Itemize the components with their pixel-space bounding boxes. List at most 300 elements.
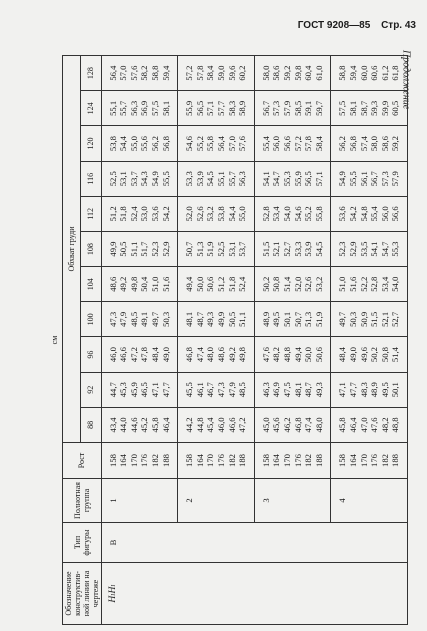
- measurement-value: 46,5: [139, 382, 150, 398]
- unit-label: см: [49, 56, 62, 625]
- measurement-value: 59,4: [348, 65, 358, 81]
- height-header: Рост: [62, 443, 101, 479]
- measurement-value: 57,5: [149, 100, 160, 116]
- measurement-table: [49, 55, 408, 625]
- measurement-value: 45,5: [184, 382, 195, 398]
- measurement-value: 52,8: [260, 206, 271, 222]
- measurement-value: 50,1: [281, 311, 292, 327]
- measurement-value: 49,3: [313, 382, 324, 398]
- measurement-values-cell: [101, 126, 178, 161]
- measurement-value: 44,2: [184, 417, 195, 433]
- measurement-value: 56,1: [358, 171, 369, 187]
- measurement-value: 50,1: [390, 382, 401, 398]
- height-value: 176: [139, 454, 150, 467]
- measurement-value: 45,2: [139, 417, 150, 433]
- measurement-value: 59,9: [379, 100, 390, 116]
- measurement-value: 45,6: [271, 417, 282, 433]
- measurement-values-cell: [178, 126, 255, 161]
- measurement-value: 51,4: [281, 276, 292, 292]
- measurement-values-cell: [101, 161, 178, 196]
- measurement-value: 55,5: [348, 171, 358, 187]
- measurement-values-cell: [331, 372, 408, 407]
- measurement-value: 55,5: [160, 171, 171, 187]
- measurement-value: 54,7: [379, 241, 390, 257]
- height-value: 164: [118, 454, 129, 467]
- measurement-values-cell: [178, 231, 255, 266]
- measurement-values-cell: [254, 267, 331, 302]
- chest-size-header: 120: [80, 126, 101, 161]
- measurement-value: 51,9: [205, 241, 216, 257]
- measurement-value: 50,2: [369, 347, 380, 363]
- measurement-value: 44,6: [128, 417, 139, 433]
- measurement-value: 52,4: [128, 206, 139, 222]
- height-value: 182: [149, 454, 160, 467]
- measurement-value: 48,2: [379, 417, 390, 433]
- height-value: 170: [358, 454, 369, 467]
- measurement-value: 48,0: [313, 417, 324, 433]
- measurement-values-cell: [178, 161, 255, 196]
- measurement-value: 54,5: [313, 241, 324, 257]
- measurement-value: 48,0: [205, 347, 216, 363]
- measurement-value: 53,9: [303, 241, 314, 257]
- measurement-values-cell: [101, 407, 178, 442]
- measurement-value: 48,5: [128, 311, 139, 327]
- measurement-value: 53,0: [139, 206, 150, 222]
- measurement-values-cell: [254, 337, 331, 372]
- measurement-value: 49,9: [215, 311, 226, 327]
- measurement-value: 54,1: [260, 171, 271, 187]
- measurement-value: 57,4: [358, 136, 369, 152]
- measurement-values-cell: [178, 56, 255, 91]
- measurement-value: 54,9: [149, 171, 160, 187]
- measurement-value: 56,4: [107, 65, 118, 81]
- measurement-value: 46,9: [271, 382, 282, 398]
- continuation-label: Продолжение: [400, 50, 412, 110]
- height-value: 170: [128, 454, 139, 467]
- measurement-value: 50,8: [379, 347, 390, 363]
- full-group-header: Полнотная группа: [62, 479, 101, 523]
- measurement-value: 55,9: [292, 171, 303, 187]
- measurement-values-cell: [101, 267, 178, 302]
- measurement-value: 51,4: [390, 347, 401, 363]
- measurement-value: 46,0: [215, 417, 226, 433]
- measurement-value: 47,2: [128, 347, 139, 363]
- measurement-value: 53,7: [128, 171, 139, 187]
- measurement-value: 59,3: [369, 100, 380, 116]
- measurement-value: 51,0: [337, 276, 348, 292]
- measurement-value: 50,7: [184, 241, 195, 257]
- measurement-value: 50,6: [313, 347, 324, 363]
- measurement-value: 49,5: [379, 382, 390, 398]
- rotated-table-wrapper: [49, 55, 399, 625]
- measurement-values-cell: [178, 91, 255, 126]
- measurement-value: 54,2: [160, 206, 171, 222]
- table-row: [101, 56, 178, 625]
- measurement-value: 48,2: [271, 347, 282, 363]
- measurement-value: 48,7: [303, 382, 314, 398]
- measurement-values-cell: [254, 196, 331, 231]
- figure-type-cell: В: [101, 523, 407, 563]
- measurement-value: 51,3: [194, 241, 205, 257]
- measurement-value: 46,4: [160, 417, 171, 433]
- measurement-value: 48,8: [281, 347, 292, 363]
- height-value: 164: [271, 454, 282, 467]
- measurement-value: 46,8: [184, 347, 195, 363]
- measurement-value: 58,1: [160, 100, 171, 116]
- measurement-value: 53,3: [184, 171, 195, 187]
- height-value: 176: [215, 454, 226, 467]
- measurement-value: 45,8: [149, 417, 160, 433]
- measurement-value: 52,0: [184, 206, 195, 222]
- measurement-values-cell: [331, 91, 408, 126]
- measurement-value: 52,2: [358, 276, 369, 292]
- measurement-value: 51,6: [348, 276, 358, 292]
- full-group-cell: 3: [254, 479, 331, 523]
- measurement-value: 53,2: [205, 206, 216, 222]
- measurement-value: 52,9: [348, 241, 358, 257]
- measurement-value: 57,1: [313, 171, 324, 187]
- measurement-value: 55,0: [128, 136, 139, 152]
- measurement-values-cell: [254, 56, 331, 91]
- measurement-value: 57,8: [194, 65, 205, 81]
- measurement-values-cell: [101, 56, 178, 91]
- page-number: Стр. 43: [381, 20, 416, 31]
- measurement-value: 59,8: [292, 65, 303, 81]
- measurement-value: 51,1: [128, 241, 139, 257]
- measurement-value: 52,7: [281, 241, 292, 257]
- measurement-values-cell: [331, 337, 408, 372]
- height-value: 188: [160, 454, 171, 467]
- chest-size-header: 92: [80, 372, 101, 407]
- measurement-values-cell: [178, 372, 255, 407]
- measurement-value: 49,2: [226, 347, 237, 363]
- chest-size-header: 116: [80, 161, 101, 196]
- page-header: [0, 20, 416, 31]
- measurement-value: 54,4: [226, 206, 237, 222]
- measurement-value: 58,6: [271, 65, 282, 81]
- chest-group-header: Обхват груди: [62, 56, 80, 443]
- measurement-values-cell: [254, 302, 331, 337]
- height-value: 176: [369, 454, 380, 467]
- chest-size-header: 124: [80, 91, 101, 126]
- measurement-value: 52,3: [337, 241, 348, 257]
- measurement-value: 51,0: [149, 276, 160, 292]
- measurement-value: 52,9: [160, 241, 171, 257]
- figure-type-header: Тип фигуры: [62, 523, 101, 563]
- measurement-value: 54,8: [358, 206, 369, 222]
- measurement-value: 55,8: [313, 206, 324, 222]
- measurement-value: 60,5: [390, 100, 401, 116]
- measurement-value: 46,6: [226, 417, 237, 433]
- measurement-value: 56,7: [369, 171, 380, 187]
- measurement-value: 58,6: [379, 136, 390, 152]
- measurement-value: 58,4: [313, 136, 324, 152]
- measurement-value: 53,8: [107, 136, 118, 152]
- measurement-value: 49,3: [205, 311, 216, 327]
- full-group-cell: 2: [178, 479, 255, 523]
- measurement-value: 53,5: [358, 241, 369, 257]
- measurement-value: 47,0: [358, 417, 369, 433]
- measurement-values-cell: [101, 302, 178, 337]
- measurement-value: 56,8: [160, 136, 171, 152]
- measurement-value: 52,6: [194, 206, 205, 222]
- measurement-value: 52,3: [149, 241, 160, 257]
- measurement-value: 50,4: [139, 276, 150, 292]
- measurement-value: 46,8: [292, 417, 303, 433]
- measurement-value: 58,4: [205, 65, 216, 81]
- chest-size-header: 100: [80, 302, 101, 337]
- measurement-value: 53,4: [271, 206, 282, 222]
- measurement-value: 55,8: [205, 136, 216, 152]
- measurement-value: 51,1: [237, 311, 248, 327]
- measurement-value: 52,1: [271, 241, 282, 257]
- measurement-value: 61,0: [313, 65, 324, 81]
- measurement-value: 48,1: [184, 311, 195, 327]
- measurement-value: 56,6: [281, 136, 292, 152]
- measurement-value: 52,5: [215, 241, 226, 257]
- measurement-values-cell: [331, 56, 408, 91]
- measurement-value: 54,2: [348, 206, 358, 222]
- measurement-value: 52,7: [390, 311, 401, 327]
- measurement-value: 60,0: [358, 65, 369, 81]
- measurement-values-cell: [331, 267, 408, 302]
- measurement-value: 59,7: [313, 100, 324, 116]
- measurement-value: 47,2: [237, 417, 248, 433]
- measurement-value: 58,9: [237, 100, 248, 116]
- measurement-value: 51,2: [107, 206, 118, 222]
- measurement-values-cell: [101, 196, 178, 231]
- measurement-value: 56,2: [149, 136, 160, 152]
- measurement-value: 52,6: [303, 276, 314, 292]
- measurement-values-cell: [331, 126, 408, 161]
- measurement-values-cell: [331, 407, 408, 442]
- chest-size-header: 104: [80, 267, 101, 302]
- measurement-value: 58,0: [369, 136, 380, 152]
- measurement-value: 46,3: [260, 382, 271, 398]
- measurement-values-cell: [101, 372, 178, 407]
- measurement-value: 49,6: [358, 347, 369, 363]
- measurement-value: 48,4: [337, 347, 348, 363]
- measurement-value: 61,2: [379, 65, 390, 81]
- standard-number: ГОСТ 9208—85: [297, 20, 371, 31]
- measurement-value: 57,6: [128, 65, 139, 81]
- measurement-value: 51,6: [160, 276, 171, 292]
- height-value: 158: [107, 454, 118, 467]
- measurement-value: 58,5: [292, 100, 303, 116]
- measurement-value: 47,7: [348, 382, 358, 398]
- measurement-value: 56,9: [139, 100, 150, 116]
- measurement-value: 56,5: [303, 171, 314, 187]
- measurement-values-cell: [178, 337, 255, 372]
- measurement-value: 56,0: [271, 136, 282, 152]
- height-value: 188: [390, 454, 401, 467]
- measurement-value: 50,7: [292, 311, 303, 327]
- measurement-value: 59,2: [281, 65, 292, 81]
- measurement-value: 55,9: [184, 100, 195, 116]
- measurement-values-cell: [101, 337, 178, 372]
- measurement-value: 50,0: [303, 347, 314, 363]
- measurement-value: 53,1: [118, 171, 129, 187]
- measurement-value: 49,0: [348, 347, 358, 363]
- measurement-value: 52,1: [379, 311, 390, 327]
- measurement-value: 58,3: [226, 100, 237, 116]
- measurement-value: 57,0: [226, 136, 237, 152]
- measurement-values-cell: [101, 91, 178, 126]
- measurement-value: 55,2: [194, 136, 205, 152]
- chest-size-header: 108: [80, 231, 101, 266]
- measurement-values-cell: [178, 302, 255, 337]
- measurement-value: 50,6: [205, 276, 216, 292]
- height-value: 182: [226, 454, 237, 467]
- measurement-value: 55,6: [139, 136, 150, 152]
- measurement-values-cell: [254, 231, 331, 266]
- measurement-value: 56,3: [128, 100, 139, 116]
- measurement-value: 47,8: [139, 347, 150, 363]
- height-value: 170: [281, 454, 292, 467]
- height-values-cell: [331, 443, 408, 479]
- measurement-value: 49,4: [292, 347, 303, 363]
- chest-size-header: 88: [80, 407, 101, 442]
- height-value: 182: [303, 454, 314, 467]
- measurement-value: 49,9: [107, 241, 118, 257]
- measurement-value: 57,2: [292, 136, 303, 152]
- measurement-value: 51,3: [303, 311, 314, 327]
- measurement-value: 50,2: [260, 276, 271, 292]
- measurement-value: 54,3: [139, 171, 150, 187]
- measurement-value: 61,8: [390, 65, 401, 81]
- measurement-value: 49,7: [149, 311, 160, 327]
- measurement-value: 45,4: [205, 417, 216, 433]
- measurement-value: 49,5: [271, 311, 282, 327]
- height-values-cell: [101, 443, 178, 479]
- measurement-value: 58,0: [260, 65, 271, 81]
- designation-header: Обозначение конструктив-ной линии на чертеже: [62, 563, 101, 625]
- measurement-value: 48,4: [149, 347, 160, 363]
- measurement-value: 45,8: [337, 417, 348, 433]
- measurement-value: 54,7: [271, 171, 282, 187]
- measurement-values-cell: [254, 126, 331, 161]
- measurement-value: 51,8: [118, 206, 129, 222]
- measurement-value: 43,4: [107, 417, 118, 433]
- measurement-value: 55,4: [369, 206, 380, 222]
- measurement-value: 57,3: [271, 100, 282, 116]
- measurement-value: 49,8: [128, 276, 139, 292]
- measurement-value: 57,7: [215, 100, 226, 116]
- measurement-value: 55,1: [215, 171, 226, 187]
- measurement-value: 56,0: [379, 206, 390, 222]
- measurement-value: 56,4: [215, 136, 226, 152]
- measurement-value: 57,8: [303, 136, 314, 152]
- full-group-cell: 4: [331, 479, 408, 523]
- measurement-value: 47,7: [160, 382, 171, 398]
- table-body: [101, 56, 407, 625]
- measurement-value: 46,6: [118, 347, 129, 363]
- height-value: 182: [379, 454, 390, 467]
- measurement-value: 56,5: [194, 100, 205, 116]
- measurement-value: 56,8: [348, 136, 358, 152]
- measurement-value: 57,5: [337, 100, 348, 116]
- measurement-values-cell: [331, 196, 408, 231]
- measurement-value: 58,8: [149, 65, 160, 81]
- measurement-value: 60,4: [303, 65, 314, 81]
- height-value: 164: [194, 454, 205, 467]
- measurement-value: 59,1: [303, 100, 314, 116]
- measurement-value: 56,2: [337, 136, 348, 152]
- measurement-value: 51,7: [139, 241, 150, 257]
- measurement-value: 55,7: [118, 100, 129, 116]
- measurement-value: 44,0: [118, 417, 129, 433]
- measurement-value: 54,6: [184, 136, 195, 152]
- measurement-value: 47,5: [281, 382, 292, 398]
- measurement-value: 53,4: [379, 276, 390, 292]
- height-value: 170: [205, 454, 216, 467]
- measurement-value: 56,6: [390, 206, 401, 222]
- measurement-value: 57,9: [281, 100, 292, 116]
- measurement-value: 49,7: [337, 311, 348, 327]
- measurement-value: 48,9: [369, 382, 380, 398]
- measurement-value: 47,1: [149, 382, 160, 398]
- measurement-value: 48,3: [358, 382, 369, 398]
- measurement-value: 47,1: [337, 382, 348, 398]
- measurement-value: 47,6: [369, 417, 380, 433]
- measurement-value: 48,8: [390, 417, 401, 433]
- measurement-value: 50,3: [160, 311, 171, 327]
- measurement-value: 55,1: [107, 100, 118, 116]
- measurement-value: 47,3: [215, 382, 226, 398]
- measurement-value: 57,6: [237, 136, 248, 152]
- measurement-value: 58,8: [337, 65, 348, 81]
- chest-size-header: 128: [80, 56, 101, 91]
- measurement-value: 58,7: [358, 100, 369, 116]
- measurement-value: 52,4: [237, 276, 248, 292]
- measurement-value: 50,8: [271, 276, 282, 292]
- measurement-value: 58,1: [348, 100, 358, 116]
- measurement-value: 54,6: [292, 206, 303, 222]
- measurement-value: 53,8: [215, 206, 226, 222]
- measurement-value: 48,5: [237, 382, 248, 398]
- measurement-value: 52,8: [369, 276, 380, 292]
- measurement-value: 55,3: [281, 171, 292, 187]
- measurement-value: 53,9: [194, 171, 205, 187]
- measurement-value: 57,0: [118, 65, 129, 81]
- height-value: 164: [348, 454, 358, 467]
- height-value: 158: [260, 454, 271, 467]
- measurement-value: 50,0: [194, 276, 205, 292]
- measurement-values-cell: [331, 302, 408, 337]
- measurement-value: 54,0: [390, 276, 401, 292]
- measurement-value: 50,9: [358, 311, 369, 327]
- measurement-value: 59,6: [226, 65, 237, 81]
- measurement-value: 55,7: [226, 171, 237, 187]
- measurement-value: 45,3: [118, 382, 129, 398]
- measurement-value: 57,3: [379, 171, 390, 187]
- measurement-value: 59,2: [390, 136, 401, 152]
- height-value: 158: [337, 454, 348, 467]
- measurement-value: 54,1: [369, 241, 380, 257]
- measurement-values-cell: [178, 196, 255, 231]
- measurement-values-cell: [254, 407, 331, 442]
- measurement-value: 51,2: [215, 276, 226, 292]
- measurement-value: 48,7: [194, 311, 205, 327]
- measurement-value: 54,5: [205, 171, 216, 187]
- measurement-value: 46,4: [348, 417, 358, 433]
- measurement-value: 44,8: [194, 417, 205, 433]
- measurement-values-cell: [254, 372, 331, 407]
- measurement-value: 54,0: [281, 206, 292, 222]
- measurement-value: 49,4: [184, 276, 195, 292]
- measurement-value: 55,2: [303, 206, 314, 222]
- measurement-value: 58,2: [139, 65, 150, 81]
